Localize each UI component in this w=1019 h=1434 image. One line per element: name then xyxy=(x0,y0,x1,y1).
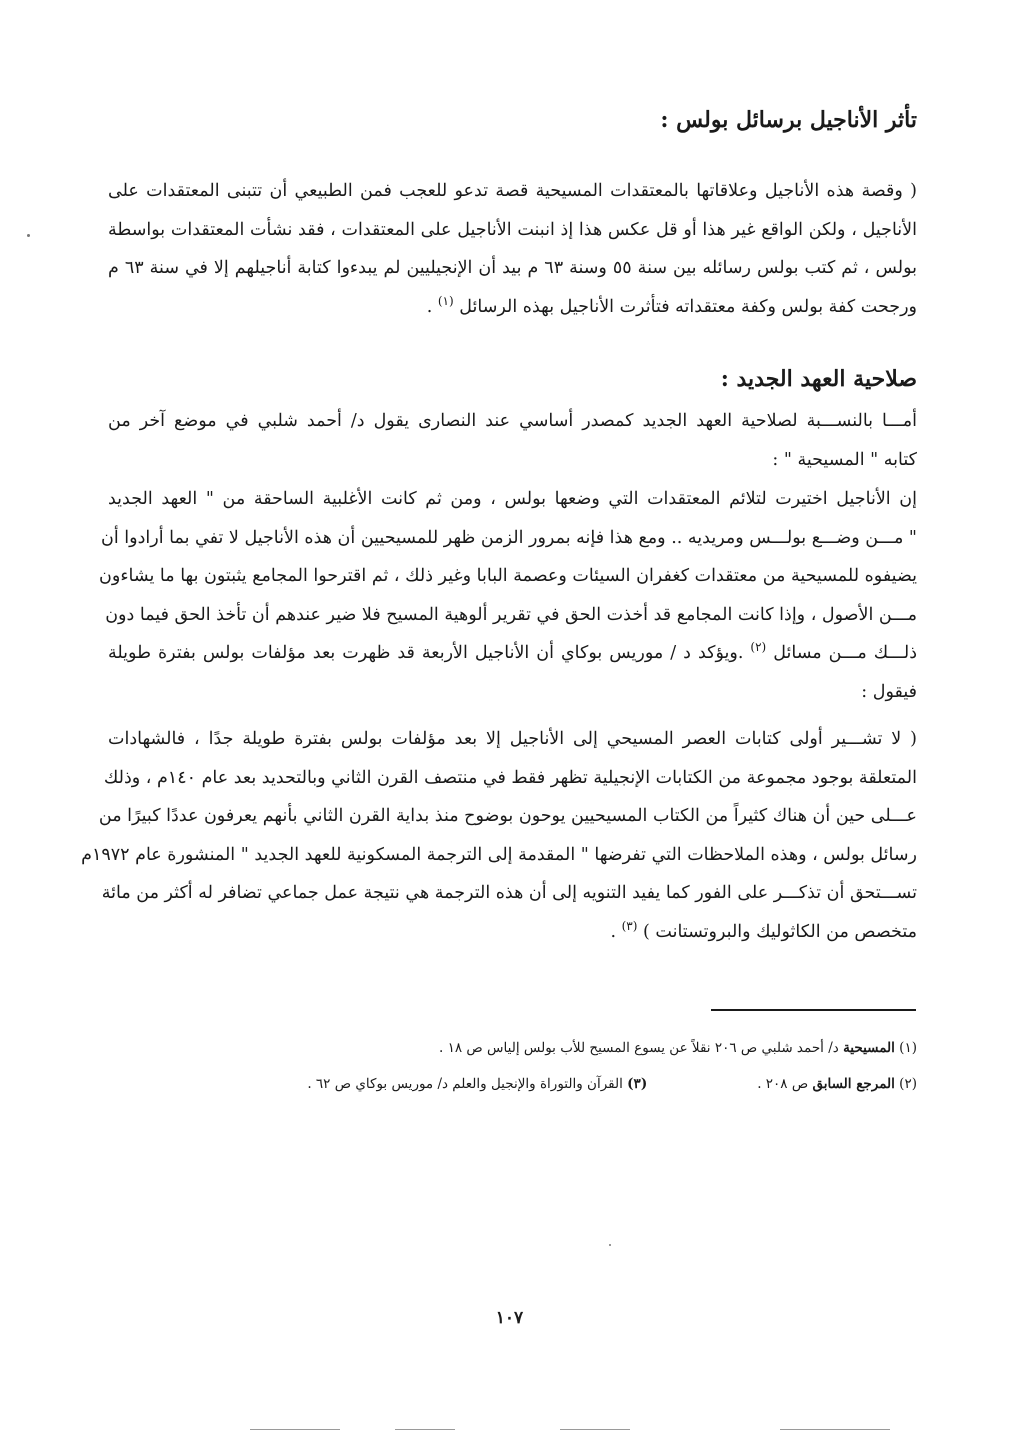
footnote-text: القرآن والتوراة والإنجيل والعلم د/ موريس بوكاي ص ٦٢ . xyxy=(307,1076,623,1092)
text-line: كتابه " المسيحية " : xyxy=(772,449,917,470)
section-heading-nt-validity: صلاحية العهد الجديد : xyxy=(720,366,917,392)
text-line: رسائل بولس ، وهذه الملاحظات التي تفرضها " المقدمة إلى الترجمة المسكونية للعهد الجديد " المنشورة عام ١٩٧٢م xyxy=(81,844,917,865)
text-line xyxy=(108,288,917,327)
text-fragment: ورجحت كفة بولس وكفة معتقداته فتأثرت الأناجيل بهذه الرسائل xyxy=(459,296,917,317)
footnote-2 xyxy=(757,1066,917,1102)
text-line: عـــلى حين أن هناك كثيراً من الكتاب المسيحيين يوحون بوضوح منذ بداية القرن الثاني بأنهم يعرفون عددًا كبيرًا من xyxy=(98,806,917,826)
text-line: مـــن الأصول ، وإذا كانت المجامع قد أخذت الحق في تقرير ألوهية المسيح فلا ضير عندهم أن تأخذ الحق فيما دون xyxy=(105,604,917,625)
footnote-number: (٣) xyxy=(627,1076,648,1092)
footnotes xyxy=(260,1030,917,1102)
scan-edge-mark xyxy=(560,1429,630,1430)
scan-edge-mark xyxy=(250,1429,340,1430)
paragraph-shalaby-quote xyxy=(99,480,917,711)
scan-edge-mark xyxy=(395,1429,455,1430)
text-line: إن الأناجيل اختيرت لتلائم المعتقدات التي وضعها بولس ، ومن ثم كانت الأغلبية الساحقة من " العهد الجديد xyxy=(108,489,917,509)
text-line xyxy=(108,634,917,673)
footnote-1 xyxy=(260,1030,917,1066)
footnote-source-title: المسيحية xyxy=(843,1040,895,1056)
text-line: الأناجيل ، ولكن الواقع غير هذا أو قل عكس هذا إذ انبنت الأناجيل على المعتقدات ، فقد نشأت المعتقدات بواسطة xyxy=(108,219,917,240)
footnote-number: (١) xyxy=(899,1040,917,1056)
footnote-3 xyxy=(307,1066,647,1102)
paragraph-intro xyxy=(108,402,917,479)
text-fragment: . xyxy=(610,921,617,942)
footnote-reference: (٢) xyxy=(750,640,767,655)
text-fragment: ذلـــك مـــن مسائل xyxy=(773,643,917,663)
text-line: ( وقصة هذه الأناجيل وعلاقاتها بالمعتقدات المسيحية قصة تدعو للعجب فمن الطبيعي أن تتبنى المعتقدات على xyxy=(108,181,917,201)
footnote-separator xyxy=(711,1009,916,1011)
text-line: بولس ، ثم كتب بولس رسائله بين سنة ٥٥ وسنة ٦٣ م بيد أن الإنجيليين لم يبدءوا كتابة أناجيلهم إلا في سنة ٦٣ م xyxy=(108,258,918,278)
footnote-reference: (١) xyxy=(437,293,454,308)
text-line: تســـتحق أن تذكـــر على الفور كما يفيد التنويه إلى أن هذه الترجمة هي نتيجة عمل جماعي تضافر له أكثر من مائة xyxy=(101,883,917,903)
scan-speck xyxy=(609,1244,611,1246)
scan-speck xyxy=(27,234,30,237)
page-number: ١٠٧ xyxy=(495,1308,524,1328)
text-line xyxy=(108,913,917,952)
footnote-text: ص ٢٠٨ . xyxy=(757,1076,809,1092)
text-line: يضيفوه للمسيحية من معتقدات كغفران السيئات وعصمة البابا وغير ذلك ، ثم اقترحوا المجامع يثبتون بها ما يشاءون xyxy=(99,566,917,586)
scan-edge-mark xyxy=(780,1429,890,1430)
text-fragment: . xyxy=(426,296,433,317)
text-fragment: .ويؤكد د / موريس بوكاي أن الأناجيل الأربعة قد ظهرت بعد مؤلفات بولس بفترة طويلة xyxy=(108,643,744,663)
text-fragment: متخصص من الكاثوليك والبروتستانت ) xyxy=(643,921,917,942)
footnote-source-title: المرجع السابق xyxy=(812,1076,895,1092)
text-line: المتعلقة بوجود مجموعة من الكتابات الإنجيلية تظهر فقط في منتصف القرن الثاني وبالتحديد بعد عام ١٤٠م ، وذلك xyxy=(103,767,917,788)
section-heading-pauline-influence: تأثر الأناجيل برسائل بولس : xyxy=(660,107,917,133)
footnote-row xyxy=(260,1066,917,1102)
paragraph-gospels-and-beliefs xyxy=(108,172,917,326)
footnote-text: د/ أحمد شلبي ص ٢٠٦ نقلاً عن يسوع المسيح للأب بولس إلياس ص ١٨ . xyxy=(439,1040,839,1056)
footnote-reference: (٣) xyxy=(621,918,638,933)
paragraph-bucaille-quote xyxy=(81,720,917,951)
text-line: " مـــن وضـــع بولـــس ومريديه .. ومع هذا فإنه بمرور الزمن ظهر للمسيحيين أن هذه الأناجيل لا تفي بما أرادوا أن xyxy=(101,527,917,548)
footnote-number: (٢) xyxy=(899,1076,917,1092)
text-line: فيقول : xyxy=(861,681,917,702)
text-line: ( لا تشـــير أولى كتابات العصر المسيحي إلى الأناجيل إلا بعد مؤلفات بولس بفترة طويلة جدًا ، فالشهادات xyxy=(108,729,917,749)
text-line: أمـــا بالنســـبة لصلاحية العهد الجديد كمصدر أساسي عند النصارى يقول د/ أحمد شلبي في موضع آخر من xyxy=(108,411,917,431)
